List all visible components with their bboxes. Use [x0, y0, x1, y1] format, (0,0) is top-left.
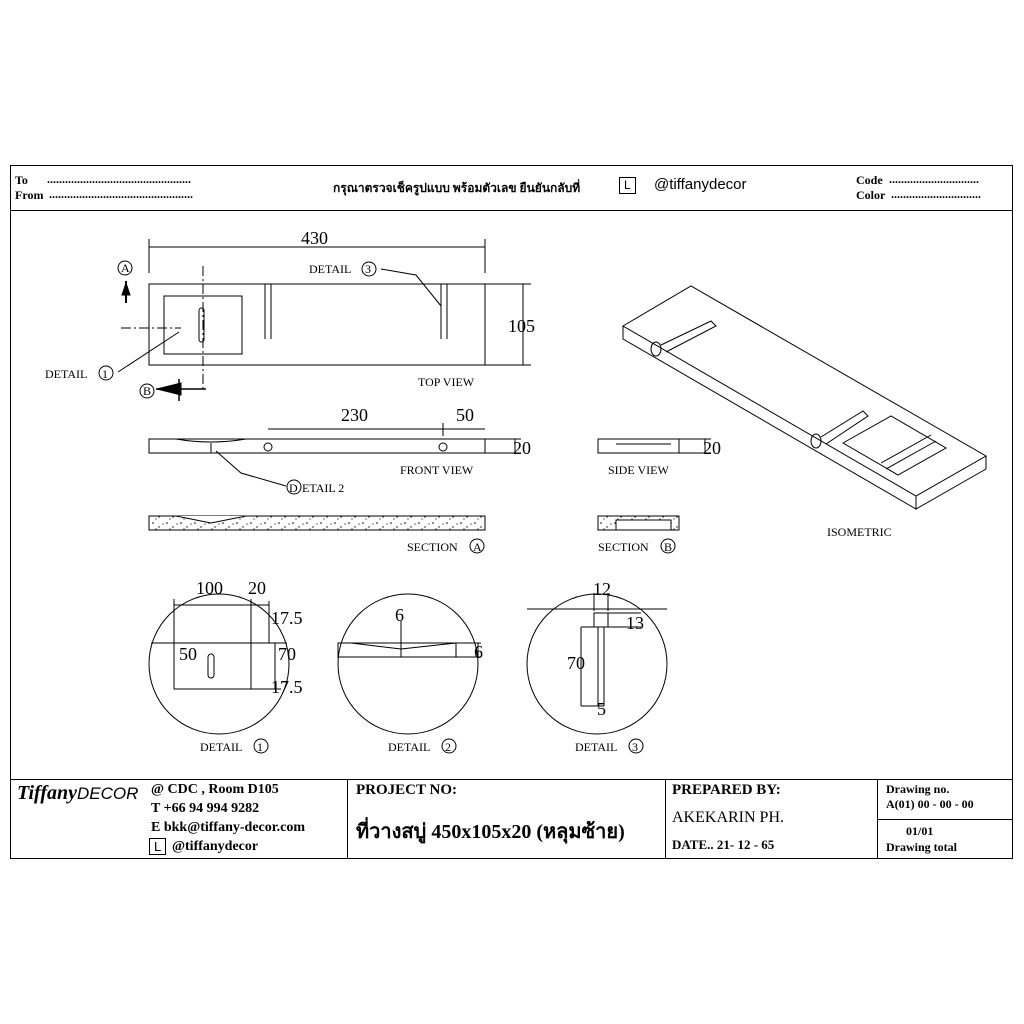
- side-view: [598, 439, 711, 453]
- company-address: @ CDC , Room D105: [151, 782, 279, 797]
- confirm-notice: กรุณาตรวจเช็ครูปแบบ พร้อมตัวเลข ยืนยันกลับที่: [333, 181, 581, 195]
- footer-handle: @tiffanydecor: [172, 839, 259, 854]
- drawing-no: A(01) 00 - 00 - 00: [886, 797, 974, 811]
- dim-side-height: 20: [703, 438, 721, 458]
- label-top-view: TOP VIEW: [418, 375, 475, 389]
- title-block: [11, 779, 1012, 858]
- callout-detail-3-mark: 3: [365, 262, 371, 276]
- label-section-b: SECTION: [598, 540, 649, 554]
- dim-front-height: 20: [513, 438, 531, 458]
- dim-front-50: 50: [456, 405, 474, 425]
- section-a: [149, 516, 485, 530]
- project-label: PROJECT NO:: [356, 782, 457, 798]
- label-section-a-mark: A: [473, 540, 482, 554]
- label-side-view: SIDE VIEW: [608, 463, 669, 477]
- code-label: Code: [856, 173, 883, 187]
- label-section-b-mark: B: [664, 540, 673, 554]
- dim-d1-100: 100: [196, 578, 223, 598]
- to-field: ................................................: [47, 172, 191, 186]
- drawing-total-label: Drawing total: [886, 840, 957, 854]
- code-field: ..............................: [889, 172, 979, 186]
- to-label: To: [15, 173, 28, 187]
- callout-detail-2-mark: D: [289, 481, 298, 495]
- label-detail-3: DETAIL: [575, 740, 618, 754]
- dim-top-width: 430: [301, 228, 328, 248]
- dim-d1-50: 50: [179, 644, 197, 664]
- section-marker-a: A: [121, 261, 130, 275]
- callout-detail-1: DETAIL: [45, 367, 88, 381]
- from-field: ................................................: [49, 187, 193, 201]
- from-label: From: [15, 188, 44, 202]
- label-detail-2: DETAIL: [388, 740, 431, 754]
- dim-d1-20: 20: [248, 578, 266, 598]
- dim-d3-12: 12: [593, 579, 611, 599]
- dim-top-depth: 105: [508, 316, 535, 336]
- dim-d1-70: 70: [278, 644, 296, 664]
- dim-d3-13: 13: [626, 613, 644, 633]
- color-field: ..............................: [891, 187, 981, 201]
- dim-d1-17-5-bottom: 17.5: [271, 677, 303, 697]
- technical-drawing: [11, 211, 1011, 777]
- drawing-no-label: Drawing no.: [886, 782, 950, 796]
- section-marker-b: B: [143, 384, 152, 398]
- drawing-total-value: 01/01: [906, 824, 934, 838]
- dim-d1-17-5-top: 17.5: [271, 608, 303, 628]
- company-logo: TiffanyDECOR: [17, 782, 139, 804]
- label-detail-3-mark: 3: [632, 740, 638, 754]
- label-detail-1-mark: 1: [257, 740, 263, 754]
- drawing-sheet: [10, 165, 1013, 859]
- header-bar: [11, 166, 1012, 211]
- callout-detail-3: DETAIL: [309, 262, 352, 276]
- footer-line-icon: L: [149, 838, 166, 855]
- label-section-a: SECTION: [407, 540, 458, 554]
- header-handle: @tiffanydecor: [654, 176, 747, 193]
- company-phone: T +66 94 994 9282: [151, 801, 260, 816]
- company-email: E bkk@tiffany-decor.com: [151, 820, 306, 835]
- dim-d2-6-right: 6: [474, 642, 483, 662]
- color-label: Color: [856, 188, 886, 202]
- isometric-view: [623, 286, 986, 509]
- label-isometric: ISOMETRIC: [827, 525, 892, 539]
- drawing-date: DATE.. 21- 12 - 65: [672, 837, 775, 852]
- section-b: [598, 516, 679, 530]
- label-detail-2-mark: 2: [445, 740, 451, 754]
- dim-d3-70: 70: [567, 653, 585, 673]
- callout-detail-2: ETAIL 2: [302, 481, 345, 495]
- dim-front-230: 230: [341, 405, 368, 425]
- dim-d3-5: 5: [597, 699, 606, 719]
- callout-detail-1-mark: 1: [102, 367, 108, 381]
- detail-1: [149, 594, 289, 734]
- prepared-name: AKEKARIN PH.: [672, 809, 784, 826]
- project-name: ที่วางสบู่ 450x105x20 (หลุมซ้าย): [356, 821, 625, 843]
- dim-d2-6-top: 6: [395, 605, 404, 625]
- detail-2: [338, 594, 481, 734]
- label-front-view: FRONT VIEW: [400, 463, 474, 477]
- prepared-label: PREPARED BY:: [672, 782, 781, 798]
- label-detail-1: DETAIL: [200, 740, 243, 754]
- line-icon: L: [619, 177, 636, 194]
